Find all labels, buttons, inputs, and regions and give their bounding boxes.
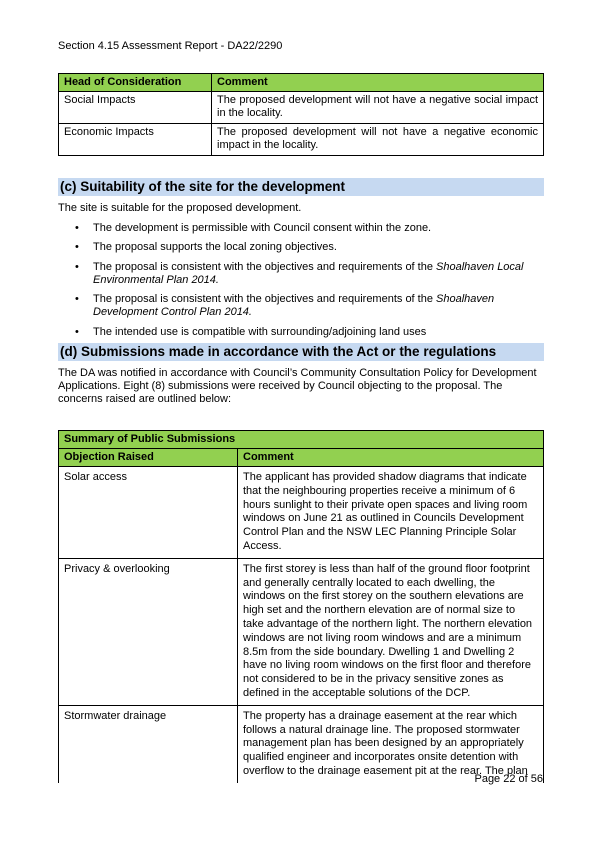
list-item: • The proposal supports the local zoning objectives. — [75, 241, 337, 253]
head-cell: Social Impacts — [59, 92, 212, 124]
column-header: Head of Consideration — [59, 74, 212, 92]
bullet-icon: • — [75, 293, 79, 305]
column-header: Comment — [238, 449, 544, 467]
objection-cell: Stormwater drainage — [59, 705, 238, 782]
table-row — [59, 92, 544, 124]
table-header-row — [59, 449, 544, 467]
table-header-row — [59, 74, 544, 92]
column-header: Objection Raised — [59, 449, 238, 467]
section-heading: (d) Submissions made in accordance with the Act or the regulations — [58, 343, 544, 361]
comment-cell: The first storey is less than half of the ground floor footprint and generally centrally located to each dwelling, the windows on the first storey on the southern elevations are high set and the northern elevation are of normal size to take advantage of the northern light. The northern elevation windows are not living room windows and are a minimum 8.5m from the side boundary. Dwelling 1 and Dwelling 2 have no living room windows on the first floor and therefore not considered to be in the privacy sensitive zones as defined in the acceptable solutions of the DCP. — [238, 558, 544, 705]
objection-cell: Solar access — [59, 467, 238, 559]
comment-cell: The proposed development will not have a negative economic impact in the locality. — [212, 124, 544, 156]
comment-cell: The proposed development will not have a negative social impact in the locality. — [212, 92, 544, 124]
list-item: • The development is permissible with Council consent within the zone. — [75, 222, 432, 234]
comment-cell: The applicant has provided shadow diagrams that indicate that the neighbouring properties receive a minimum of 6 hours sunlight to their private open spaces and living room windows on June 21 as outlined in Councils Development Control Plan and the NSW LEC Planning Principle Solar Access. — [238, 467, 544, 559]
page-number: Page 22 of 56 — [474, 773, 543, 785]
table-title-row — [59, 431, 544, 449]
comment-cell: The property has a drainage easement at the rear which follows a natural drainage line. The proposed stormwater management plan has been designed by an appropriately qualified engineer and incorporates onsite detention with overflow to the drainage easement pit at the rear. The plan — [238, 705, 544, 782]
table-row — [59, 467, 544, 559]
list-item: • The intended use is compatible with surrounding/adjoining land uses — [75, 326, 427, 338]
list-item: • The proposal is consistent with the objectives and requirements of the Shoalhaven Local Environmental Plan 2014. — [75, 261, 524, 286]
bullet-icon: • — [75, 326, 79, 338]
column-header: Comment — [212, 74, 544, 92]
table-row — [59, 558, 544, 705]
considerations-table — [58, 73, 544, 156]
section-heading: (c) Suitability of the site for the development — [58, 178, 544, 196]
document-header: Section 4.15 Assessment Report - DA22/2290 — [58, 40, 283, 52]
section-intro: The DA was notified in accordance with Council’s Community Consultation Policy for Development Applications. Eight (8) submissions were received by Council objecting to the proposal. The concerns raised are outlined below: — [58, 367, 537, 405]
table-row — [59, 124, 544, 156]
list-item: • The proposal is consistent with the objectives and requirements of the Shoalhaven Development Control Plan 2014. — [75, 293, 495, 318]
bullet-icon: • — [75, 222, 79, 234]
bullet-icon: • — [75, 261, 79, 273]
submissions-table — [58, 430, 544, 783]
table-title: Summary of Public Submissions — [59, 431, 544, 449]
bullet-icon: • — [75, 241, 79, 253]
objection-cell: Privacy & overlooking — [59, 558, 238, 705]
head-cell: Economic Impacts — [59, 124, 212, 156]
section-intro: The site is suitable for the proposed development. — [58, 202, 302, 214]
table-row — [59, 705, 544, 782]
